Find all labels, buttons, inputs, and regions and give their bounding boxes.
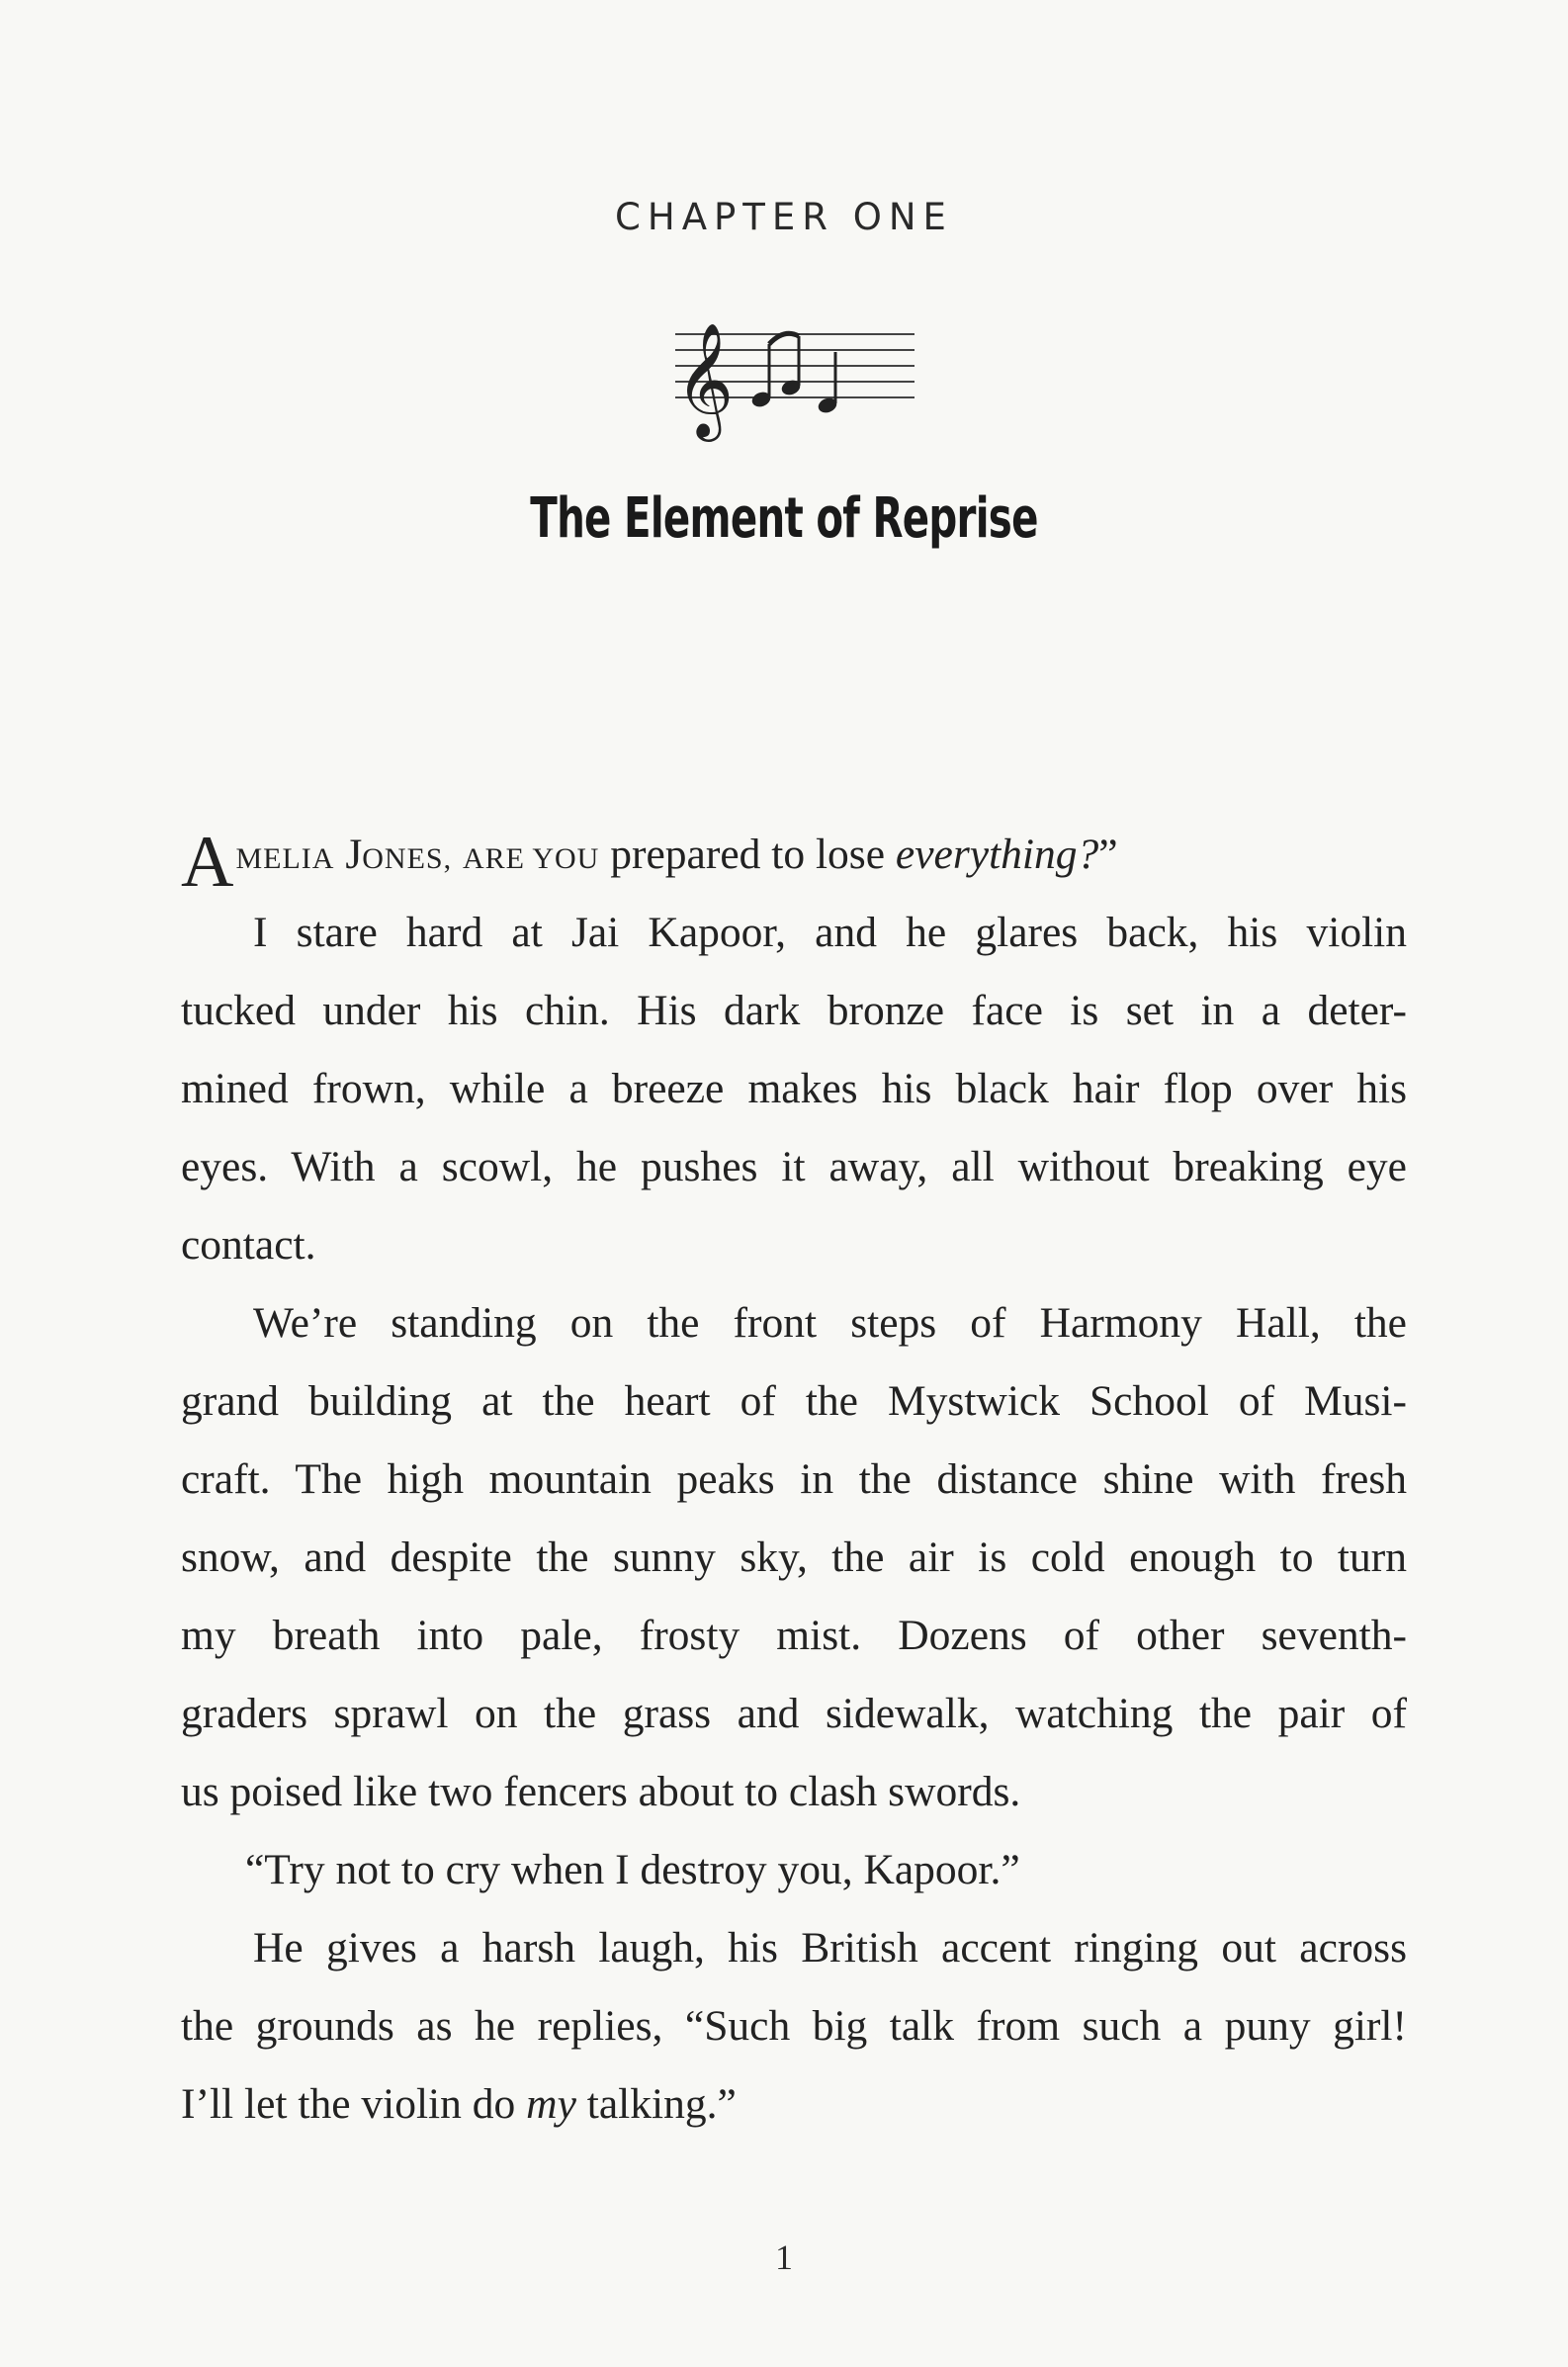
paragraph-1-line-1: I stare hard at Jai Kapoor, and he glares back, his violin [253,909,1407,956]
paragraph-2-line-4: snow, and despite the sunny sky, the air is cold enough to turn [181,1534,1407,1581]
page-number: 1 [775,2237,793,2277]
chapter-body [181,816,1407,2144]
small-caps-name: MELIA [235,842,335,875]
chapter-title: The Element of Reprise [530,486,1038,551]
small-caps-surname: ONES, [362,842,453,875]
treble-clef-music-notes-icon [667,314,924,443]
opening-close-quote: ” [1098,831,1118,878]
paragraph-2-line-1: We’re standing on the front steps of Harmony Hall, the [253,1299,1407,1347]
paragraph-2-line-7: us poised like two fencers about to clash swords. [181,1768,1021,1815]
paragraph-1-line-4: eyes. With a scowl, he pushes it away, all without breaking eye [181,1143,1407,1190]
paragraph-2-line-5: my breath into pale, frosty mist. Dozens of other seventh- [181,1612,1407,1659]
paragraph-2-line-2: grand building at the heart of the Mystwick School of Musi- [181,1377,1407,1425]
drop-cap: A [181,822,234,903]
paragraph-4-line-3-end: talking.” [575,2080,737,2128]
paragraph-4-line-3 [181,2065,1407,2144]
svg-text:𝄞: 𝄞 [675,321,735,437]
small-caps-phrase: ARE YOU [462,842,600,875]
paragraph-3-line-1: “Try not to cry when I destroy you, Kapoor.” [245,1846,1020,1893]
opening-italic: everything? [895,831,1099,878]
paragraph-1-line-3: mined frown, while a breeze makes his black hair flop over his [181,1065,1407,1112]
opening-text: prepared to lose [599,831,896,878]
paragraph-4-line-3-start: I’ll let the violin do [181,2080,527,2128]
paragraph-4-line-1: He gives a harsh laugh, his British accent ringing out across [253,1924,1407,1972]
chapter-label: CHAPTER ONE [615,196,953,238]
opening-line [181,816,1407,903]
paragraph-2-line-6: graders sprawl on the grass and sidewalk, watching the pair of [181,1690,1407,1737]
paragraph-2-line-3: craft. The high mountain peaks in the distance shine with fresh [181,1455,1407,1503]
paragraph-1-line-5: contact. [181,1221,316,1269]
paragraph-4-line-3-italic: my [526,2080,576,2128]
paragraph-4-line-2: the grounds as he replies, “Such big talk from such a puny girl! [181,2002,1407,2050]
paragraph-1-line-2: tucked under his chin. His dark bronze face is set in a deter- [181,987,1407,1034]
small-caps-cap: J [345,831,363,878]
